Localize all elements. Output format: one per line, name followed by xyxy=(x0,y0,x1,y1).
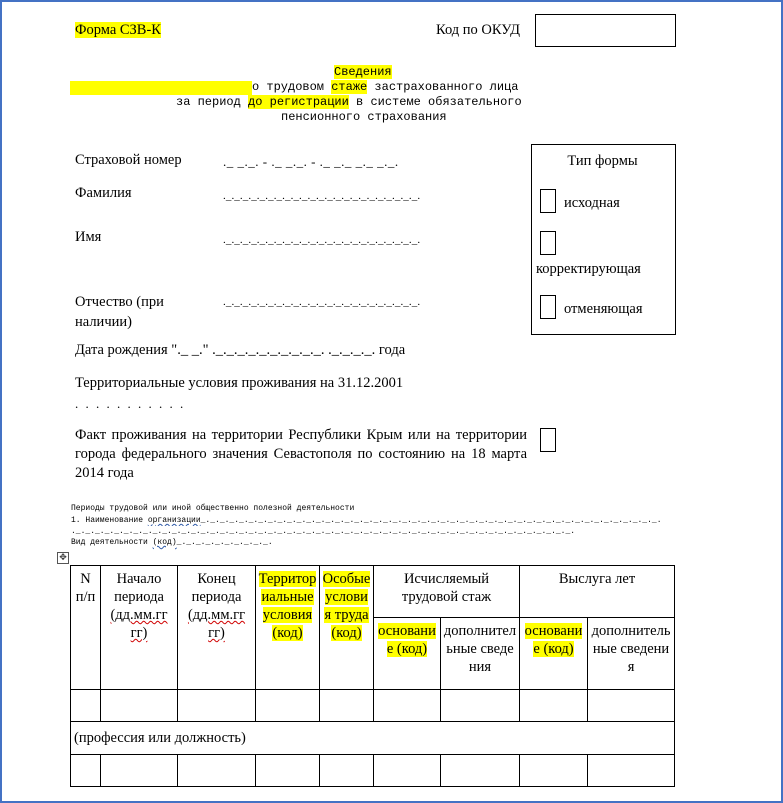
okud-code-input[interactable] xyxy=(535,14,676,47)
col-header-special-conditions: Особые условия труда (код) xyxy=(320,566,374,690)
table-cell[interactable] xyxy=(520,690,588,722)
col-header-calculated-experience: Исчисляемый трудовой стаж xyxy=(374,566,520,618)
periods-heading: Периоды трудовой или иной общественно полезной деятельности xyxy=(71,504,355,513)
table-cell[interactable] xyxy=(320,690,374,722)
title-line-1: Сведения xyxy=(334,65,392,79)
surname-label: Фамилия xyxy=(75,185,132,201)
patronymic-field[interactable]: ._._._._._._._._._._._._._._._._._._._._._._._. xyxy=(223,296,421,308)
organization-field[interactable]: 1. Наименование организации_._._._._._._._._._._._._._._._._._._._._._._._._._._._._._._._._._._._._._._._._._._._._._._._. xyxy=(71,516,662,525)
patronymic-label: Отчество (при наличии) xyxy=(75,294,164,330)
table-cell[interactable] xyxy=(520,755,588,787)
form-type-cancel-label: отменяющая xyxy=(564,301,643,317)
profession-row[interactable]: (профессия или должность) xyxy=(71,722,675,755)
form-type-corrective-label: корректирующая xyxy=(536,261,641,277)
table-cell[interactable] xyxy=(374,690,441,722)
insurance-number-label: Страховой номер xyxy=(75,152,182,168)
col-header-start: Начало периода (дд.мм.гг гг) xyxy=(101,566,178,690)
crimea-checkbox[interactable] xyxy=(540,428,556,452)
table-cell[interactable] xyxy=(588,755,675,787)
table-cell[interactable] xyxy=(441,755,520,787)
form-type-corrective-checkbox[interactable] xyxy=(540,231,556,255)
table-cell[interactable] xyxy=(101,755,178,787)
col-header-service-basis: основание (код) xyxy=(520,618,588,690)
table-cell[interactable] xyxy=(320,755,374,787)
col-header-experience-basis: основание (код) xyxy=(374,618,441,690)
surname-field[interactable]: ._._._._._._._._._._._._._._._._._._._._._._._. xyxy=(223,190,421,202)
periods-table xyxy=(70,565,675,787)
table-cell[interactable] xyxy=(71,690,101,722)
territorial-label: Территориальные условия проживания на 31.12.2001 xyxy=(75,375,404,391)
name-label: Имя xyxy=(75,229,102,245)
organization-field-line-2[interactable]: ._._._._._._._._._._._._._._._._._._._._._._._._._._._._._._._._._._._._._._._._._._._._._._._._._._._._. xyxy=(71,527,576,536)
col-header-end: Конец периода (дд.мм.гг гг) xyxy=(178,566,256,690)
table-cell[interactable] xyxy=(178,690,256,722)
title-line-4: пенсионного страхования xyxy=(281,110,447,124)
okud-label: Код по ОКУД xyxy=(436,22,520,38)
table-row xyxy=(71,690,675,722)
table-cell[interactable] xyxy=(71,755,101,787)
table-cell[interactable] xyxy=(178,755,256,787)
table-cell[interactable] xyxy=(441,690,520,722)
form-type-initial-label: исходная xyxy=(564,195,620,211)
crimea-residence-text: Факт проживания на территории Республики Крым или на территории города федерального значения Севастополя по состоянию на 18 марта 2014 года xyxy=(75,427,527,481)
form-name: Форма СЗВ-К xyxy=(75,22,161,38)
col-header-length-of-service: Выслуга лет xyxy=(520,566,675,618)
table-cell[interactable] xyxy=(588,690,675,722)
col-header-territorial: Территориальные условия (код) xyxy=(256,566,320,690)
insurance-number-field[interactable]: ._ _._. - ._ _._. - ._ _._ _._ _._. xyxy=(223,154,399,169)
activity-type-field[interactable]: Вид деятельности (код)_._._._._._._._._._. xyxy=(71,538,273,547)
table-cell[interactable] xyxy=(256,690,320,722)
title-line-2: о трудовом стаже застрахованного лица xyxy=(252,80,519,94)
table-row xyxy=(71,755,675,787)
name-field[interactable]: ._._._._._._._._._._._._._._._._._._._._._._._. xyxy=(223,234,421,246)
territorial-field[interactable]: . . . . . . . . . . . xyxy=(75,396,186,411)
col-header-service-extra: дополнительные сведения xyxy=(588,618,675,690)
col-header-number: N п/п xyxy=(71,566,101,690)
table-cell[interactable] xyxy=(374,755,441,787)
title-line-3: за период до регистрации в системе обязательного xyxy=(176,95,522,109)
table-cell[interactable] xyxy=(101,690,178,722)
title-highlight-bar xyxy=(70,81,252,95)
birth-date-field[interactable]: Дата рождения "._ _." ._._._._._._._._._._. ._._._._. года xyxy=(75,342,406,358)
form-type-title: Тип формы xyxy=(567,153,638,169)
table-move-handle-icon[interactable]: ✥ xyxy=(57,552,69,564)
form-type-cancel-checkbox[interactable] xyxy=(540,295,556,319)
form-type-initial-checkbox[interactable] xyxy=(540,189,556,213)
table-cell[interactable] xyxy=(256,755,320,787)
col-header-experience-extra: дополнительные сведения xyxy=(441,618,520,690)
